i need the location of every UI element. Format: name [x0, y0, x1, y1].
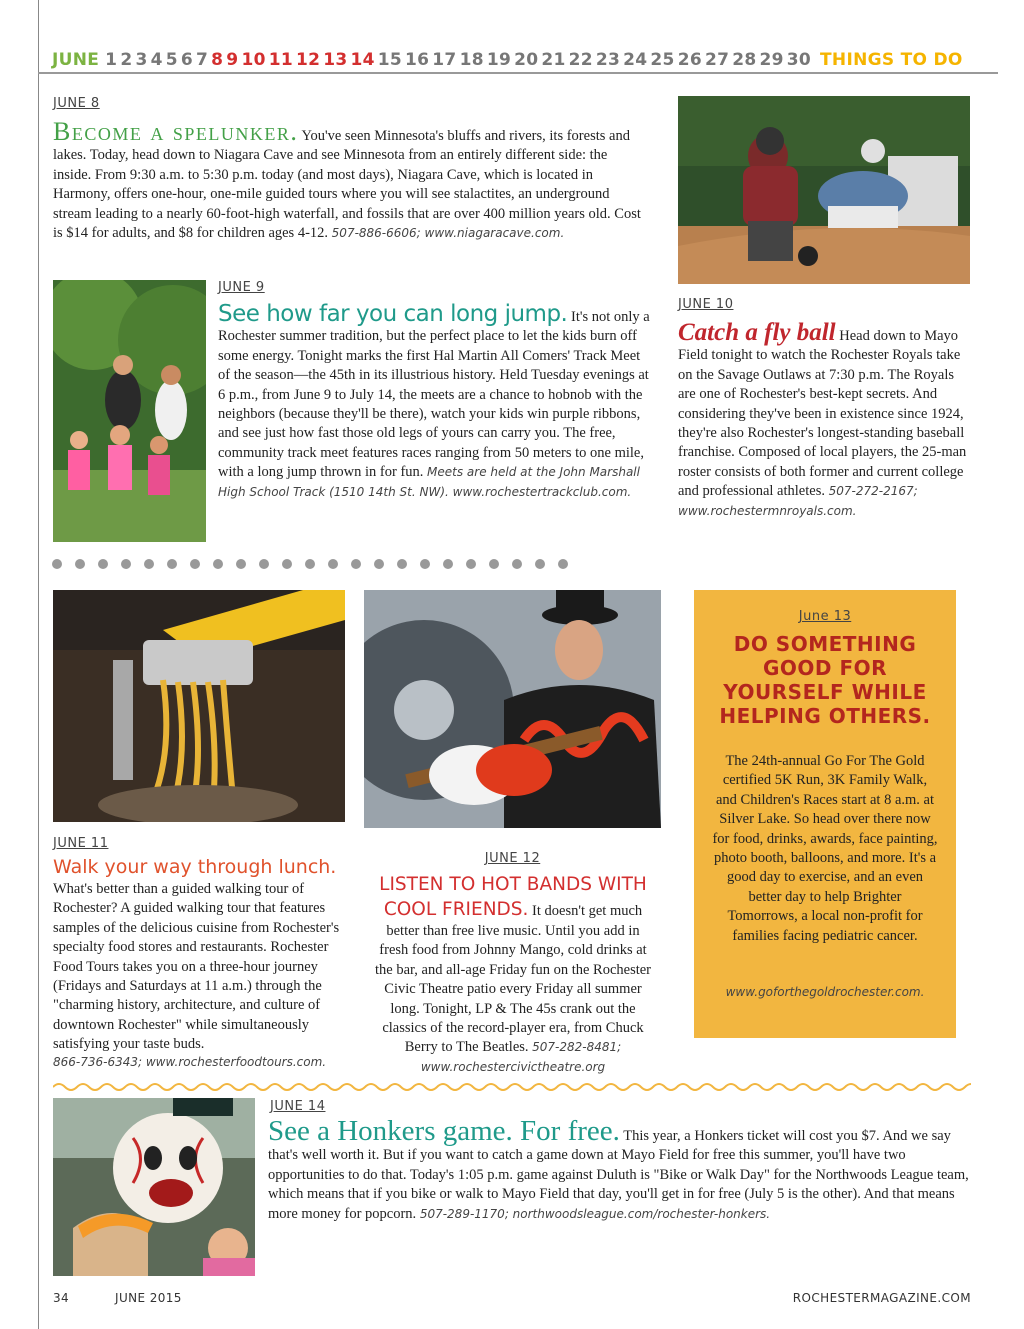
separator-dot	[98, 559, 108, 569]
nav-day: 23	[595, 50, 621, 70]
june12-date: JUNE 12	[484, 851, 541, 866]
nav-day: 29	[759, 50, 784, 70]
nav-day: 8	[211, 50, 224, 70]
june10-date: JUNE 10	[678, 297, 734, 312]
separator-dot	[466, 559, 476, 569]
separator-dot	[489, 559, 499, 569]
baseball-photo	[678, 96, 970, 284]
nav-day: 5	[165, 50, 178, 70]
june11-date: JUNE 11	[53, 836, 109, 851]
nav-day: 17	[432, 50, 457, 70]
separator-dot	[213, 559, 223, 569]
separator-dot	[351, 559, 361, 569]
june8-body: You've seen Minnesota's bluffs and rivers, its forests and lakes. Today, head down to Niagara Cave and see Minnesota from an entirely different side: the inside. From 9:30 a.m. to 5:30 p.m. today (and most days), Niagara Cave, which is located in Harmony, offers one-hour, one-mile guided tours where you will see stalactites, an underground stream leading to a nearly 60-foot-high waterfall, and fossils that are over 400 million years old. Cost is $14 for adults, and $8 for children ages 4-12.	[53, 128, 641, 242]
june9-contact: Meets are held at the John Marshall High School Track (1510 14th St. NW). www.rochestertrackclub.com.	[218, 465, 640, 499]
june14-date: JUNE 14	[270, 1099, 326, 1114]
june9-headline: See how far you can long jump.	[218, 301, 568, 327]
separator-dot	[305, 559, 315, 569]
june9-article	[218, 301, 650, 502]
nav-day: 9	[226, 50, 239, 70]
june12-body: It doesn't get much better than free live music. Until you add in fresh food from Johnny Mango, cold drinks at the bar, and all-age Friday fun on the Rochester Civic Theatre patio every Friday all summer long. Tonight, LP & The 45s crank out the classics of the record-player era, from Chuck Berry to The Beatles.	[374, 903, 652, 1056]
issue-date: JUNE 2015	[115, 1291, 182, 1305]
pasta-photo	[53, 590, 345, 822]
june12-article	[372, 872, 654, 1077]
nav-day: 25	[650, 50, 675, 70]
left-rule	[38, 0, 39, 1329]
top-rule	[38, 72, 998, 74]
nav-day: 10	[241, 50, 266, 70]
separator-dot	[420, 559, 430, 569]
date-navigation	[52, 50, 963, 70]
separator-dot	[558, 559, 568, 569]
nav-day: 16	[405, 50, 430, 70]
nav-day: 19	[486, 50, 512, 70]
nav-day: 14	[350, 50, 375, 70]
page-number: 34	[53, 1291, 70, 1305]
nav-day: 26	[677, 50, 702, 70]
june12-headline: LISTEN TO HOT BANDS WITH COOL FRIENDS.	[379, 874, 647, 920]
nav-day: 28	[732, 50, 757, 70]
separator-dot	[328, 559, 338, 569]
june14-contact: 507-289-1170; northwoodsleague.com/rochester-honkers.	[419, 1206, 771, 1221]
mascot-photo	[53, 1098, 255, 1276]
nav-day: 22	[568, 50, 593, 70]
june14-body: This year, a Honkers ticket will cost you $7. And we say that's well worth it. But if you want to catch a game down at Mayo Field for free this summer, you'll have two opportunities to do that. Today's 1:05 p.m. game against Duluth is "Bike or Walk Day" for the Northwoods League team, which means that if you bike or walk to Mayo Field that day, you'll get in for free (July 5 is the other). And that means more money for popcorn.	[268, 1128, 969, 1222]
june8-contact: 507-886-6606; www.niagaracave.com.	[331, 226, 565, 241]
nav-day: 2	[120, 50, 133, 70]
nav-day: 7	[196, 50, 209, 70]
dot-separator	[52, 559, 568, 569]
separator-dot	[282, 559, 292, 569]
nav-day: 20	[514, 50, 539, 70]
separator-dot	[190, 559, 200, 569]
june14-article	[268, 1115, 970, 1224]
separator-dot	[121, 559, 131, 569]
june12-contact: 507-282-8481; www.rochestercivictheatre.org	[420, 1040, 622, 1074]
june9-date: JUNE 9	[218, 280, 265, 295]
separator-dot	[397, 559, 407, 569]
separator-dot	[512, 559, 522, 569]
nav-day: 6	[180, 50, 194, 70]
separator-dot	[75, 559, 85, 569]
june8-headline: Become a spelunker.	[53, 117, 299, 146]
nav-day: 30	[786, 50, 812, 70]
wavy-separator	[53, 1080, 971, 1094]
nav-day: 4	[150, 50, 163, 70]
nav-day: 18	[459, 50, 484, 70]
separator-dot	[236, 559, 246, 569]
june10-body: Head down to Mayo Field tonight to watch the Rochester Royals take on the Savage Outlaws at 7:30 p.m. The Royals are one of Rochester's best-kept secrets. And considering they've been in existence since 1924, they're also Rochester's longest-standing baseball franchise. Composed of local players, the 25-man roster consists of both former and current college and professional athletes.	[678, 328, 967, 500]
nav-day: 15	[377, 50, 403, 70]
separator-dot	[374, 559, 384, 569]
nav-day: 3	[135, 50, 148, 70]
june13-body: The 24th-annual Go For The Gold certified 5K Run, 3K Family Walk, and Children's Races start at 8 a.m. at Silver Lake. So head over there now for food, drinks, awards, face painting, photo booth, balloons, and more. It's a good day to exercise, and an even better day to help Brighter Tomorrows, a local non-profit for families facing pediatric cancer.	[712, 753, 938, 944]
separator-dot	[443, 559, 453, 569]
june13-contact: www.goforthegoldrochester.com.	[725, 985, 925, 999]
june10-contact: 507-272-2167; www.rochestermnroyals.com.	[678, 484, 918, 518]
separator-dot	[52, 559, 62, 569]
june9-body: It's not only a Rochester summer tradition, but the perfect place to let the kids burn off some energy. Tonight marks the first Hal Martin All Comers' Track Meet of the season—the 45th in its illustrious history. Held Tuesday evenings at 6 p.m., from June 9 to July 14, the meets are a chance to hobnob with the neighbors (because they'll be there), watch your kids win purple ribbons, and see just how fast those old legs of yours can carry you. The free, community track meet features races ranging from 50 meters to one mile, with a long jump thrown in for fun.	[218, 309, 650, 481]
separator-dot	[259, 559, 269, 569]
june13-headline: DO SOMETHING GOOD FOR YOURSELF WHILE HELPING OTHERS.	[719, 632, 931, 728]
nav-section-title: THINGS TO DO	[820, 50, 963, 70]
nav-day: 12	[295, 50, 321, 70]
june8-article	[53, 117, 645, 243]
separator-dot	[535, 559, 545, 569]
separator-dot	[144, 559, 154, 569]
june10-headline: Catch a fly ball	[678, 319, 836, 346]
june14-headline: See a Honkers game. For free.	[268, 1115, 620, 1147]
nav-day: 13	[323, 50, 348, 70]
june8-date: JUNE 8	[53, 96, 100, 111]
nav-day: 24	[623, 50, 648, 70]
website-footer: ROCHESTERMAGAZINE.COM	[792, 1291, 971, 1305]
june11-headline: Walk your way through lunch.	[53, 856, 337, 878]
nav-day: 11	[268, 50, 293, 70]
track-meet-photo	[53, 280, 206, 542]
nav-day: 27	[704, 50, 730, 70]
june10-article	[678, 319, 970, 521]
nav-day: 1	[105, 50, 118, 70]
band-photo	[364, 590, 661, 828]
june11-body: What's better than a guided walking tour of Rochester? A guided walking tour that features samples of the delicious cuisine from Rochester's specialty food stores and restaurants. Rochester Food Tours takes you on a three-hour journey (Fridays and Saturdays at 11 a.m.) through the "charming history, architecture, and culture of downtown Rochester" while simultaneously satisfying your taste buds.	[53, 881, 340, 1053]
nav-day: 21	[541, 50, 566, 70]
separator-dot	[167, 559, 177, 569]
june13-date: June 13	[798, 609, 852, 624]
june11-contact: 866-736-6343; www.rochesterfoodtours.com.	[53, 1055, 327, 1069]
nav-month: JUNE	[52, 50, 100, 70]
